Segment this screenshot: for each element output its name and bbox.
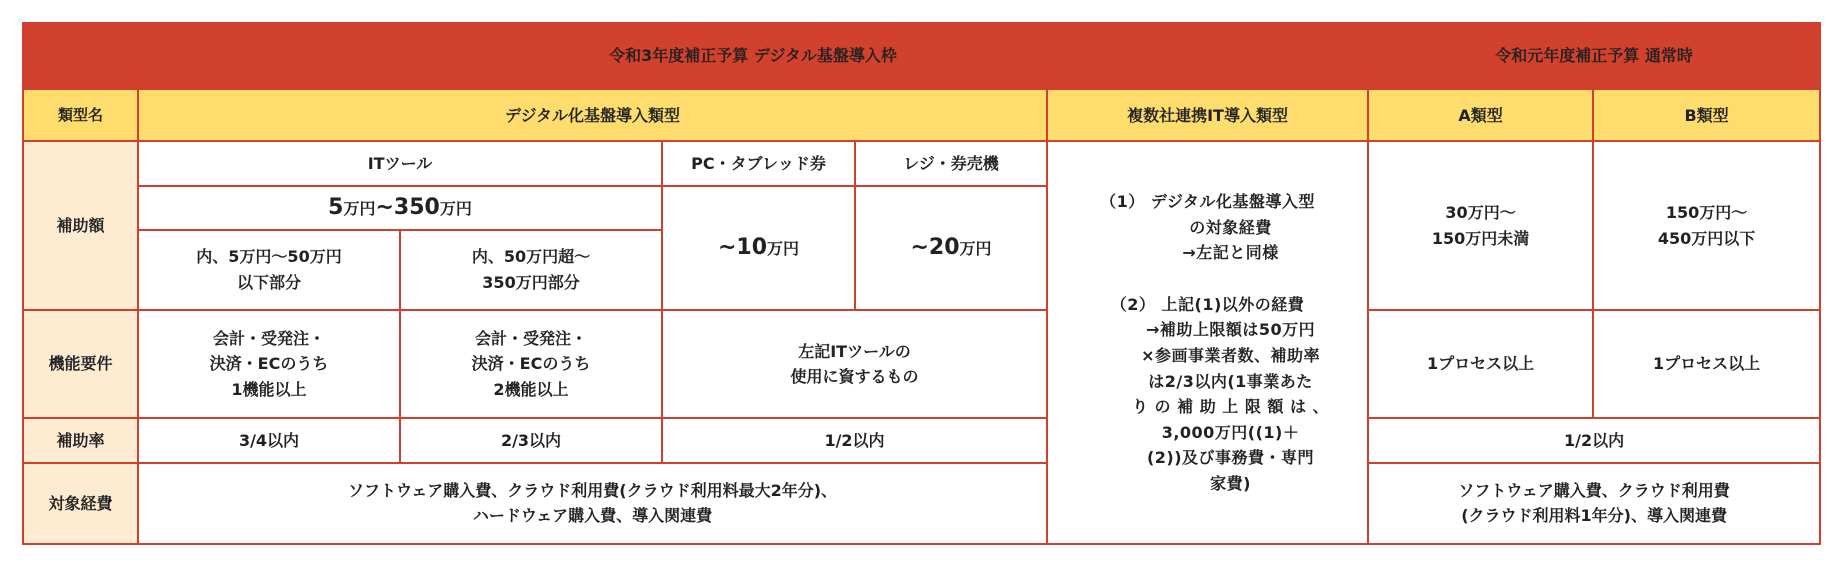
pc-header: PC・タブレッド券 [662,141,855,185]
function-b: 1プロセス以上 [1593,310,1820,418]
subsidy-comparison-table [22,22,1821,545]
pc-amount [662,186,855,310]
multi-company-description [1047,141,1368,544]
header-corner [23,23,138,89]
expense-row [23,463,1820,544]
function-c3 [662,310,1047,418]
multi-item1-head: （1） デジタル化基盤導入型 [1100,191,1315,211]
function-c1-line1: 会計・受発注・ [212,328,325,348]
it-range-unit-a: 万円 [343,199,376,219]
multi-item2-line8: 家費) [1210,473,1251,493]
function-c3-line2: 使用に資するもの [790,367,919,387]
it-part1-line2: 以下部分 [236,272,301,292]
amount-b-line2: 450万円以下 [1657,228,1756,248]
expense-left-line2: ハードウェア購入費、導入関連費 [472,506,713,526]
multi-item1-line3: →左記と同様 [1182,243,1279,263]
expense-left [138,463,1047,544]
rate-c1: 3/4以内 [138,418,400,462]
it-part1-line1: 内、5万円～50万円 [196,247,342,267]
header-r1: 令和元年度補正予算 通常時 [1368,23,1820,89]
multi-gap [1048,266,1367,292]
amount-a-line1: 30万円～ [1445,203,1516,223]
it-tool-range [138,186,662,230]
rate-c2: 2/3以内 [400,418,662,462]
row-label-rate: 補助率 [23,418,138,462]
reji-value: ~20 [910,235,960,261]
rate-ab: 1/2以内 [1368,418,1820,462]
it-part1 [138,230,400,310]
function-c2-line1: 会計・受発注・ [474,328,587,348]
rate-row [23,418,1820,462]
function-c2-line2: 決済・ECのうち [471,354,591,374]
multi-item2-line3: ×参画事業者数、補助率 [1141,345,1320,365]
it-part2-line2: 350万円部分 [482,272,580,292]
it-part2-line1: 内、50万円超～ [471,247,591,267]
rate-c3: 1/2以内 [662,418,1047,462]
reji-header: レジ・券売機 [855,141,1047,185]
function-c1-line2: 決済・ECのうち [209,354,329,374]
it-part2 [400,230,662,310]
function-row [23,310,1820,418]
type-name-label: 類型名 [23,89,138,141]
function-c2 [400,310,662,418]
amount-a-line2: 150万円未満 [1431,228,1530,248]
function-c1-line3: 1機能以上 [231,380,307,400]
it-range-mid: ~350 [375,195,440,221]
header-r3: 令和3年度補正予算 デジタル基盤導入枠 [138,23,1368,89]
multi-item1-line2: の対象経費 [1189,217,1272,237]
it-tool-header: ITツール [138,141,662,185]
expense-right [1368,463,1820,544]
multi-item2-line4: は2/3以内(1事業あた [1148,371,1313,391]
multi-item2-head: （2） 上記(1)以外の経費 [1110,294,1305,314]
expense-right-line1: ソフトウェア購入費、クラウド利用費 [1458,480,1730,500]
header-row [23,23,1820,89]
row-label-expense: 対象経費 [23,463,138,544]
amount-b-line1: 150万円～ [1665,203,1748,223]
amount-b [1593,141,1820,310]
it-range-a: 5 [328,195,344,221]
amount-row-1 [23,141,1820,185]
subheader-row [23,89,1820,141]
function-c2-line3: 2機能以上 [493,380,569,400]
row-label-amount: 補助額 [23,141,138,310]
row-label-function: 機能要件 [23,310,138,418]
function-c1 [138,310,400,418]
pc-unit: 万円 [767,239,800,259]
type-multi: 複数社連携IT導入類型 [1047,89,1368,141]
type-b: B類型 [1593,89,1820,141]
type-a: A類型 [1368,89,1593,141]
it-range-unit-b: 万円 [439,199,472,219]
reji-unit: 万円 [959,239,992,259]
multi-item2-line6: 3,000万円((1)＋ [1161,422,1300,442]
reji-amount [855,186,1047,310]
multi-item2-line2: →補助上限額は50万円 [1145,320,1316,340]
type-digital: デジタル化基盤導入類型 [138,89,1047,141]
multi-item2-line7: (2))及び事務費・専門 [1146,448,1315,468]
amount-a [1368,141,1593,310]
expense-right-line2: (クラウド利用料1年分)、導入関連費 [1461,506,1727,526]
pc-value: ~10 [717,235,768,261]
function-c3-line1: 左記ITツールの [798,341,911,361]
function-a: 1プロセス以上 [1368,310,1593,418]
multi-item2-line5: り の 補 助 上 限 額 は 、 [1131,397,1330,417]
expense-left-line1: ソフトウェア購入費、クラウド利用費(クラウド利用料最大2年分)、 [347,480,838,500]
